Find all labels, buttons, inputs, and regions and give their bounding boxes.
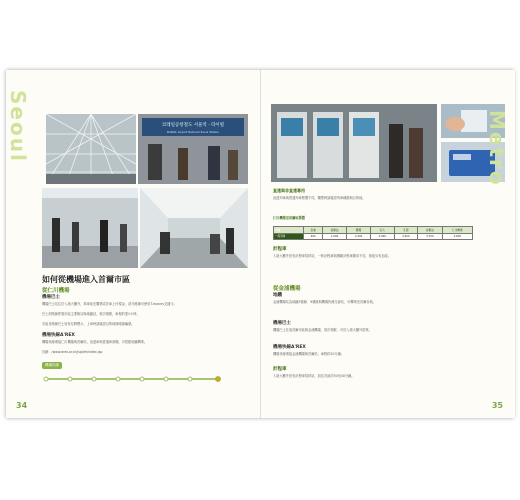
fare-header-cell: 車種 [274, 227, 304, 234]
body-text-3: 市區各路線巴士皆有站牌標示，上車時請確認目的地與路線編號。 [42, 322, 135, 326]
photo-station-hall [42, 188, 138, 268]
section-gimpo: 從金浦機場 [273, 286, 301, 292]
fare-row-label: 一般列車 [274, 233, 304, 240]
fare-cell: 2,300 [347, 233, 371, 240]
fare-header-row [274, 227, 473, 234]
section-subway: 地鐵 [273, 293, 282, 298]
section-gimpo-bus: 機場巴士 [273, 321, 291, 326]
table-caption: 仁川機場至首爾站票價 [273, 216, 305, 220]
page-number-right: 35 [491, 401, 503, 410]
section-gimpo-arex: 機場快線A'REX [273, 345, 306, 350]
fare-cell: 3,000 [370, 233, 394, 240]
section-gimpo-taxi: 計程車 [273, 367, 287, 372]
section-taxi: 計程車 [273, 247, 287, 252]
body-text-2: 巴士依路線停靠市區主要飯店與地鐵站，班次頻繁，車程約需1小時。 [42, 312, 140, 316]
fare-header-cell: 弘大 [370, 227, 394, 234]
photo-ticket-machines [271, 104, 437, 182]
fare-header-cell: 金浦 [304, 227, 323, 234]
fare-cell: 3,200 [394, 233, 418, 240]
fare-cell: 900 [304, 233, 323, 240]
route-tag: 機場快線 [42, 362, 62, 369]
right-body-2: 入境大廳外設有計程車招呼站，一般計程車與模範計程車費用不同，深夜另有加成。 [273, 254, 391, 258]
fare-header-cell: 首爾站 [322, 227, 346, 234]
book-spread [6, 70, 514, 418]
section-head: 直達與非直達專用 [273, 188, 305, 193]
station-sign-korean: 코레일공항철도 서울역 · 타이빌 [161, 123, 225, 128]
fare-table [273, 226, 473, 240]
fare-header-cell: 孔德 [394, 227, 418, 234]
fare-row [274, 233, 473, 240]
fare-header-cell: 仁川機場 [442, 227, 472, 234]
photo-station-sign [138, 114, 248, 184]
right-body-3: 金浦機場站為地鐵5號線、9號線與機場快線交會站，可轉乘至首爾各地。 [273, 300, 376, 304]
page-number-left: 34 [16, 401, 28, 410]
section-incheon: 從仁川機場 [42, 288, 70, 294]
left-page [6, 70, 260, 418]
route-line-diagram [42, 372, 222, 386]
page-title: 如何從機場進入首爾市區 [42, 275, 130, 284]
right-body-6: 入境大廳外設有計程車招呼站，前往市區約30至40分鐘。 [273, 374, 355, 378]
station-sign-english: KORAIL Airport Railroad Seoul Station [166, 130, 220, 134]
body-text-4: 機場快線連接仁川機場與首爾站，直達車與普通車兩種，可搭配地鐵轉乘。 [42, 340, 148, 344]
right-body-5: 機場快線連接金浦機場與首爾站，車程約20分鐘。 [273, 352, 344, 356]
fare-cell: 1,000 [322, 233, 346, 240]
fare-cell: 3,700 [418, 233, 442, 240]
fare-cell: 3,800 [442, 233, 472, 240]
vertical-title-right: Metro [485, 110, 509, 187]
photo-train-interior [140, 188, 248, 268]
fare-header-cell: 數碼 [347, 227, 371, 234]
section-airport-bus: 機場巴士 [42, 295, 60, 300]
right-body-1: 直達列車與普通列車票價不同，購票時請確認列車種類與目的地。 [273, 196, 366, 200]
right-body-4: 機場巴士往返首爾市區與金浦機場，班次頻繁，可於入境大廳外搭乘。 [273, 328, 372, 332]
website-link[interactable]: 官網：/www.arex.or.kr/jsp/eh/index.jsp [42, 350, 103, 354]
body-text-1: 機場巴士站位於入境大廳外，乘車前先購票或於車上付現金，部分路線可使用T-money交通卡。 [42, 302, 177, 306]
section-arex: 機場快線A'REX [42, 333, 75, 338]
fare-header-cell: 首爾站 [418, 227, 442, 234]
right-page [260, 70, 515, 418]
photo-station-roof [46, 114, 136, 184]
vertical-title-left: Seoul [6, 90, 30, 163]
